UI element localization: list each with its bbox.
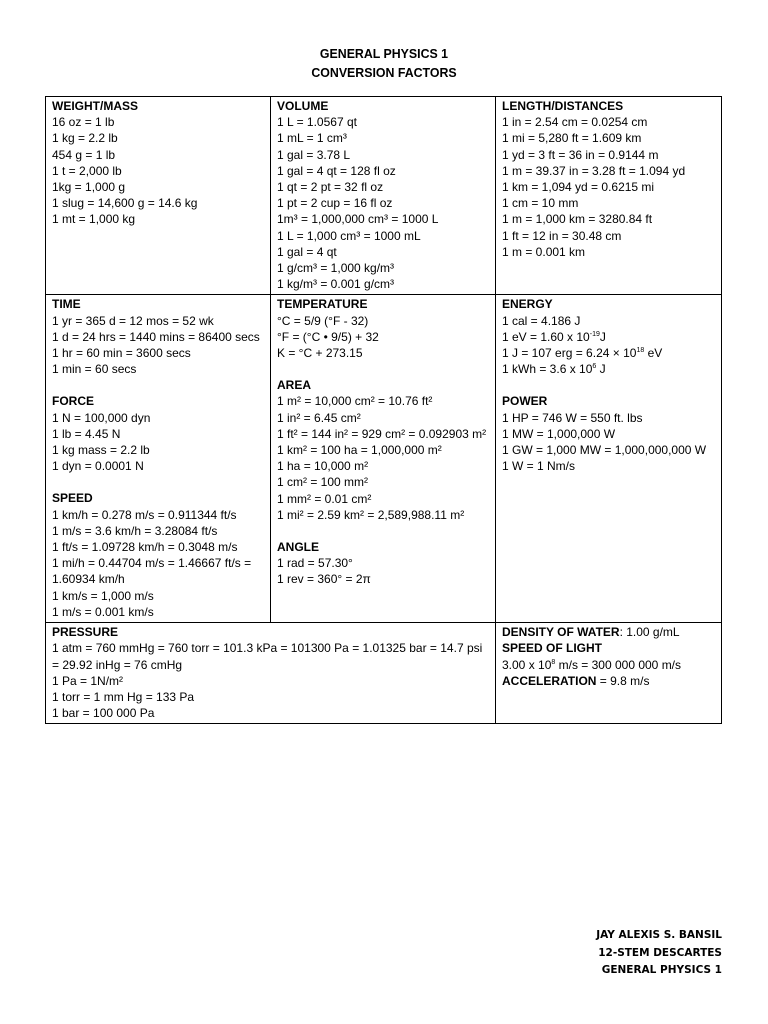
weight-mass-cell	[46, 97, 271, 295]
area-line: 1 mm² = 0.01 cm²	[277, 491, 372, 506]
pressure-line: 1 Pa = 1N/m²	[52, 673, 124, 688]
force-line: 1 dyn = 0.0001 N	[52, 459, 144, 474]
weight-line: 454 g = 1 lb	[52, 147, 116, 162]
area-line: 1 m² = 10,000 cm² = 10.76 ft²	[277, 394, 433, 409]
energy-line-erg: 1 J = 107 erg = $6.24 \times 10^{18}$ eV	[502, 346, 663, 361]
weight-mass-heading: WEIGHT/MASS	[52, 99, 138, 113]
area-line: 1 ft² = 144 in² = 929 cm² = 0.092903 m²	[277, 426, 487, 441]
volume-line: 1 pt = 2 cup = 16 fl oz	[277, 196, 393, 211]
energy-heading: ENERGY	[502, 297, 553, 312]
speed-of-light-heading: SPEED OF LIGHT	[502, 641, 603, 656]
acceleration: ACCELERATION = 9.8 m/s	[502, 673, 650, 688]
constants-cell	[496, 623, 722, 724]
temperature-line: °C = 5/9 (°F - 32)	[277, 313, 369, 328]
area-line: 1 ha = 10,000 m²	[277, 459, 369, 474]
time-heading: TIME	[52, 297, 81, 312]
author-section: 12-STEM DESCARTES	[598, 946, 722, 959]
length-heading: LENGTH/DISTANCES	[502, 99, 624, 113]
title-line-2: CONVERSION FACTORS	[311, 65, 457, 80]
volume-line: 1 L = 1.0567 qt	[277, 115, 357, 130]
power-line: 1 HP = 746 W = 550 ft. lbs	[502, 410, 643, 425]
weight-line: 1 slug = 14,600 g = 14.6 kg	[52, 196, 198, 211]
time-line: 1 min = 60 secs	[52, 362, 137, 377]
volume-heading: VOLUME	[277, 99, 329, 113]
power-line: 1 GW = 1,000 MW = 1,000,000,000 W	[502, 443, 707, 458]
volume-line: 1 gal = 4 qt = 128 fl oz	[277, 163, 396, 178]
length-line: 1 cm = 10 mm	[502, 196, 579, 211]
volume-line: 1 qt = 2 pt = 32 fl oz	[277, 180, 384, 195]
volume-line: 1 gal = 3.78 L	[277, 147, 351, 162]
speed-line: 1 mi/h = 0.44704 m/s = 1.46667 ft/s = 1.60934 km/h	[52, 556, 252, 587]
pressure-cell	[46, 623, 496, 724]
pressure-line: 1 torr = 1 mm Hg = 133 Pa	[52, 689, 195, 704]
energy-line-kwh: 1 kWh = 3.6 x $10^6$ J	[502, 362, 606, 377]
title-line-1: GENERAL PHYSICS 1	[319, 46, 449, 61]
angle-line: 1 rad = 57.30°	[277, 556, 353, 571]
temperature-heading: TEMPERATURE	[277, 297, 368, 312]
temperature-line: K = °C + 273.15	[277, 346, 363, 361]
force-line: 1 N = 100,000 dyn	[52, 410, 151, 425]
weight-line: 1 mt = 1,000 kg	[52, 212, 136, 227]
time-line: 1 d = 24 hrs = 1440 mins = 86400 secs	[52, 329, 260, 344]
area-line: 1 mi² = 2.59 km² = 2,589,988.11 m²	[277, 507, 465, 522]
length-line: 1 yd = 3 ft = 36 in = 0.9144 m	[502, 147, 659, 162]
angle-heading: ANGLE	[277, 540, 319, 555]
volume-cell	[271, 97, 496, 295]
speed-heading: SPEED	[52, 491, 93, 506]
length-line: 1 km = 1,094 yd = 0.6215 mi	[502, 180, 655, 195]
conversion-table	[45, 96, 722, 724]
author-name: JAY ALEXIS S. BANSIL	[596, 929, 722, 941]
time-line: 1 hr = 60 min = 3600 secs	[52, 346, 191, 361]
speed-line: 1 km/s = 1,000 m/s	[52, 588, 154, 603]
length-line: 1 in = 2.54 cm = 0.0254 cm	[502, 115, 648, 130]
power-line: 1 MW = 1,000,000 W	[502, 426, 616, 441]
time-force-speed-cell	[46, 295, 271, 623]
force-line: 1 kg mass = 2.2 lb	[52, 443, 150, 458]
weight-line: 1kg = 1,000 g	[52, 180, 126, 195]
speed-line: 1 m/s = 3.6 km/h = 3.28084 ft/s	[52, 523, 218, 538]
area-line: 1 km² = 100 ha = 1,000,000 m²	[277, 443, 442, 458]
energy-power-cell	[496, 295, 722, 623]
volume-line: 1 kg/m³ = 0.001 g/cm³	[277, 277, 395, 292]
area-heading: AREA	[277, 378, 312, 393]
weight-line: 1 t = 2,000 lb	[52, 163, 122, 178]
force-line: 1 lb = 4.45 N	[52, 426, 121, 441]
area-line: 1 in² = 6.45 cm²	[277, 410, 361, 425]
weight-line: 1 kg = 2.2 lb	[52, 131, 118, 146]
length-line: 1 m = 1,000 km = 3280.84 ft	[502, 212, 653, 227]
length-cell	[496, 97, 722, 295]
pressure-line: 1 bar = 100 000 Pa	[52, 706, 155, 721]
length-line: 1 m = 0.001 km	[502, 244, 586, 259]
weight-line: 16 oz = 1 lb	[52, 115, 115, 130]
volume-line: 1 gal = 4 qt	[277, 244, 337, 259]
energy-line: 1 cal = 4.186 J	[502, 313, 581, 328]
author-footer	[596, 927, 722, 980]
temperature-line: °F = (°C • 9/5) + 32	[277, 329, 379, 344]
length-line: 1 ft = 12 in = 30.48 cm	[502, 228, 622, 243]
pressure-line: 1 atm = 760 mmHg = 760 torr = 101.3 kPa = 101300 Pa = 1.01325 bar = 14.7 psi = 29.92 inHg = 76 cmHg	[52, 641, 483, 672]
length-line: 1 mi = 5,280 ft = 1.609 km	[502, 131, 642, 146]
power-heading: POWER	[502, 394, 548, 409]
speed-line: 1 ft/s = 1.09728 km/h = 0.3048 m/s	[52, 540, 238, 555]
density-of-water: DENSITY OF WATER: 1.00 g/mL	[502, 625, 680, 640]
speed-of-light-value: 3.00 x $10^8$ m/s = 300 000 000 m/s	[502, 657, 682, 672]
volume-line: 1 mL = 1 cm³	[277, 131, 347, 146]
time-line: 1 yr = 365 d = 12 mos = 52 wk	[52, 313, 214, 328]
volume-line: 1m³ = 1,000,000 cm³ = 1000 L	[277, 212, 439, 227]
volume-line: 1 L = 1,000 cm³ = 1000 mL	[277, 228, 421, 243]
area-line: 1 cm² = 100 mm²	[277, 475, 369, 490]
speed-line: 1 m/s = 0.001 km/s	[52, 604, 154, 619]
energy-line-ev: 1 eV = 1.60 x $10^{-19}J$	[502, 329, 606, 344]
volume-line: 1 g/cm³ = 1,000 kg/m³	[277, 261, 395, 276]
author-subject: GENERAL PHYSICS 1	[601, 964, 722, 976]
force-heading: FORCE	[52, 394, 94, 409]
power-line: 1 W = 1 Nm/s	[502, 459, 576, 474]
speed-line: 1 km/h = 0.278 m/s = 0.911344 ft/s	[52, 507, 237, 522]
angle-line: 1 rev = 360° = 2π	[277, 572, 371, 587]
pressure-heading: PRESSURE	[52, 625, 119, 640]
temperature-area-angle-cell	[271, 295, 496, 623]
document-title	[0, 44, 768, 82]
length-line: 1 m = 39.37 in = 3.28 ft = 1.094 yd	[502, 163, 686, 178]
